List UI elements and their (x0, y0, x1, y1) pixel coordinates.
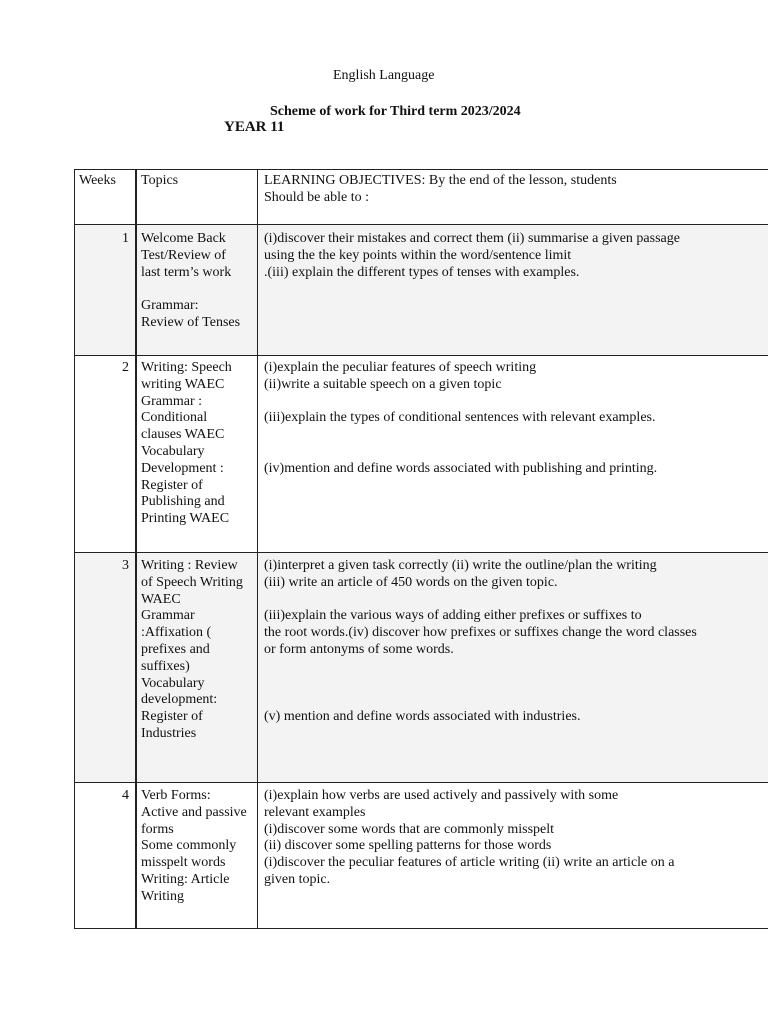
topic-line: last term’s work (141, 264, 232, 280)
objectives-header-line: LEARNING OBJECTIVES: By the end of the lesson, students (264, 173, 617, 188)
topic-line: Register of (141, 477, 203, 493)
topic-line: :Affixation ( (141, 625, 212, 641)
week-number: 1 (75, 225, 137, 356)
topics-cell (136, 783, 258, 929)
objective-line: using the the key points within the word/sentence limit (264, 247, 572, 263)
objective-line (264, 394, 768, 411)
objective-line (264, 692, 768, 709)
topic-line: suffixes) (141, 658, 190, 674)
topic-line: Writing: Speech (141, 360, 232, 375)
week-number: 2 (75, 356, 137, 553)
objectives-header (258, 170, 768, 225)
objective-line: (i)explain the peculiar features of speech writing (264, 360, 537, 375)
objective-line: (ii)write a suitable speech on a given topic (264, 376, 502, 392)
topic-line: Grammar (141, 608, 195, 624)
document-subject: English Language (333, 68, 435, 83)
topic-line: Active and passive (141, 804, 247, 820)
weeks-header: Weeks (75, 170, 137, 225)
topic-line: Vocabulary (141, 443, 205, 459)
objective-line (264, 676, 768, 693)
topic-line: Grammar: (141, 298, 199, 314)
topic-line: Conditional (141, 410, 208, 426)
topic-line: Writing (141, 888, 184, 904)
objectives-cell (258, 225, 768, 356)
topic-line: Grammar : (141, 393, 203, 409)
objective-line: (i)discover their mistakes and correct them (ii) summarise a given passage (264, 231, 680, 246)
objectives-header-line: Should be able to : (264, 189, 369, 205)
objective-line: (i)discover some words that are commonly misspelt (264, 821, 555, 837)
objective-line (264, 444, 768, 461)
topic-line: prefixes and (141, 641, 210, 657)
topic-line: Test/Review of (141, 247, 226, 263)
topics-cell (136, 356, 258, 553)
topic-line: Printing WAEC (141, 511, 230, 527)
topic-line: Writing: Article (141, 871, 230, 887)
objective-line: relevant examples (264, 804, 366, 820)
topics-header: Topics (136, 170, 258, 225)
topic-line: Industries (141, 725, 197, 741)
topic-line: Verb Forms: (141, 788, 211, 803)
topics-cell (136, 225, 258, 356)
objective-line (264, 427, 768, 444)
objective-line: or form antonyms of some words. (264, 641, 454, 657)
scheme-of-work-table (74, 169, 768, 929)
table-row (75, 553, 768, 783)
table-header-row (75, 170, 768, 225)
topic-line: clauses WAEC (141, 427, 225, 443)
topic-line (141, 281, 255, 298)
topic-line: forms (141, 821, 174, 837)
objective-line (264, 659, 768, 676)
objectives-cell (258, 783, 768, 929)
table-row (75, 356, 768, 553)
topic-line: WAEC (141, 591, 181, 607)
objective-line: given topic. (264, 871, 331, 887)
topic-line: Review of Tenses (141, 314, 241, 330)
week-number: 3 (75, 553, 137, 783)
objectives-cell (258, 356, 768, 553)
objective-line (264, 592, 768, 609)
objective-line: (i)explain how verbs are used actively and passively with some (264, 788, 619, 803)
objective-line: (v) mention and define words associated with industries. (264, 709, 581, 725)
objective-line: (iii)explain the various ways of adding either prefixes or suffixes to (264, 608, 642, 624)
topic-line: Publishing and (141, 494, 225, 510)
objective-line: (ii) discover some spelling patterns for those words (264, 838, 552, 854)
topic-line: misspelt words (141, 855, 226, 871)
table-row (75, 225, 768, 356)
objective-line: (iv)mention and define words associated with publishing and printing. (264, 460, 658, 476)
topic-line: writing WAEC (141, 376, 225, 392)
objective-line: .(iii) explain the different types of tenses with examples. (264, 264, 580, 280)
objective-line: the root words.(iv) discover how prefixes or suffixes change the word classes (264, 625, 697, 641)
topic-line: Welcome Back (141, 231, 226, 246)
topic-line: Development : (141, 460, 224, 476)
topic-line: development: (141, 692, 218, 708)
topic-line: Some commonly (141, 838, 237, 854)
week-number: 4 (75, 783, 137, 929)
objectives-cell (258, 553, 768, 783)
table-row (75, 783, 768, 929)
topics-cell (136, 553, 258, 783)
topic-line: Writing : Review (141, 558, 238, 573)
topic-line: Vocabulary (141, 675, 205, 691)
objective-line: (i)discover the peculiar features of article writing (ii) write an article on a (264, 855, 675, 871)
year-label: YEAR 11 (224, 119, 285, 135)
topic-line: of Speech Writing (141, 574, 243, 590)
objective-line: (iii) write an article of 450 words on the given topic. (264, 574, 558, 590)
objective-line: (iii)explain the types of conditional sentences with relevant examples. (264, 410, 656, 426)
topic-line: Register of (141, 709, 203, 725)
objective-line: (i)interpret a given task correctly (ii) write the outline/plan the writing (264, 558, 657, 573)
document-title: Scheme of work for Third term 2023/2024 (270, 104, 521, 119)
